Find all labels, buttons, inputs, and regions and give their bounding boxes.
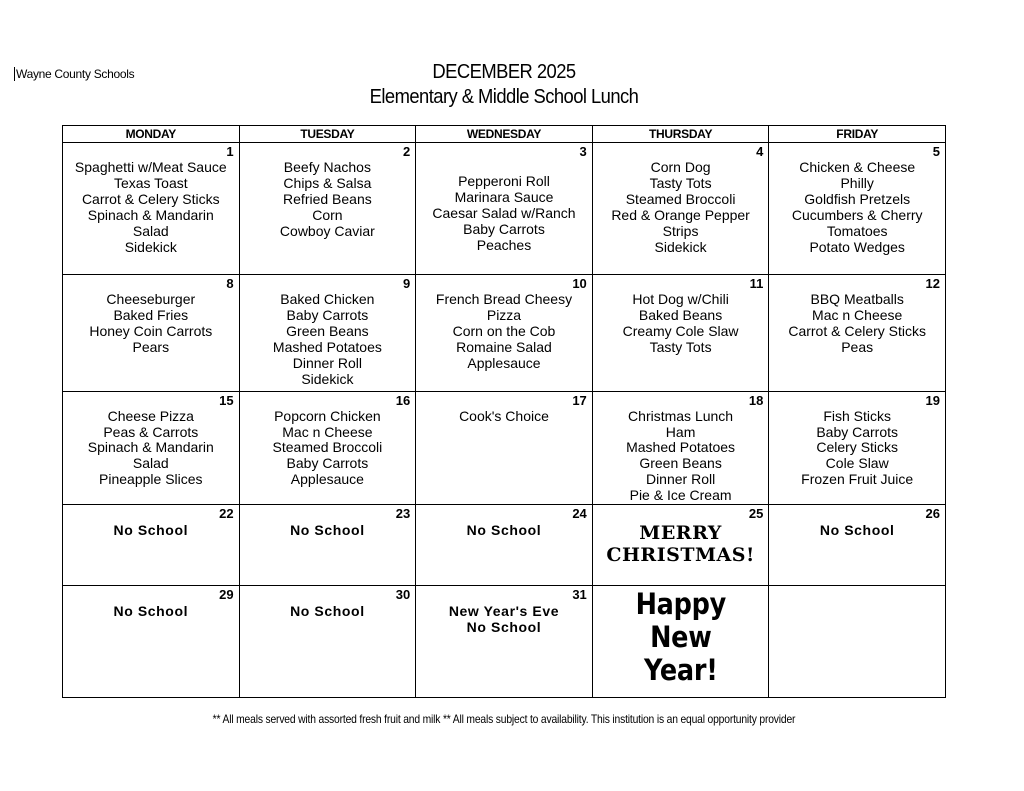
greeting-line: MERRY	[639, 522, 722, 545]
menu-item: Steamed Broccoli	[272, 439, 383, 456]
menu-item: Applesauce	[467, 354, 541, 371]
date-number: 1	[226, 144, 234, 159]
week-row	[63, 391, 946, 505]
menu-item: Cole Slaw	[825, 455, 889, 472]
day-cell	[239, 391, 416, 505]
menu-item: Sidekick	[301, 370, 354, 387]
menu-item: Frozen Fruit Juice	[801, 471, 914, 488]
date-number: 22	[219, 506, 234, 522]
menu-items	[416, 143, 592, 254]
no-school-note: No School	[819, 522, 895, 539]
day-cell	[416, 505, 593, 585]
menu-item: Refried Beans	[283, 190, 372, 207]
menu-item: Salad	[132, 455, 169, 472]
menu-items	[593, 275, 769, 356]
date-number: 25	[748, 506, 764, 522]
day-cell	[416, 391, 593, 505]
menu-item: Pears	[132, 339, 170, 356]
menu-item: Dinner Roll	[292, 354, 363, 371]
menu-items	[769, 143, 945, 255]
menu-item: Peaches	[476, 236, 532, 253]
menu-item: Romaine Salad	[456, 339, 552, 356]
menu-item: Creamy Cole Slaw	[622, 323, 739, 340]
menu-item: Peas & Carrots	[103, 423, 199, 440]
day-cell	[239, 585, 416, 697]
day-cell	[592, 143, 769, 275]
menu-item: Beefy Nachos	[283, 159, 371, 175]
menu-item: Cheese Pizza	[107, 407, 194, 424]
menu-item: Mashed Potatoes	[272, 339, 382, 356]
menu-items	[416, 392, 592, 425]
menu-item: Christmas Lunch	[628, 407, 734, 424]
menu-item: Cowboy Caviar	[279, 222, 375, 239]
day-cell	[416, 143, 593, 275]
menu-items	[416, 275, 592, 372]
weekday-header-row	[63, 126, 946, 143]
week-row	[63, 143, 946, 275]
day-cell	[592, 391, 769, 505]
menu-item: Strips	[662, 222, 699, 239]
weekday-header-tuesday: TUESDAY	[239, 126, 416, 143]
menu-item: Cucumbers & Cherry	[791, 206, 923, 223]
menu-items	[240, 275, 416, 387]
menu-item: Goldfish Pretzels	[804, 190, 911, 207]
menu-item: Spaghetti w/Meat Sauce	[74, 159, 227, 175]
menu-item: Baby Carrots	[286, 307, 369, 324]
day-cell	[416, 585, 593, 697]
menu-items	[593, 143, 769, 255]
date-number: 30	[395, 586, 411, 602]
note-line: New Year's Eve	[448, 602, 560, 619]
week-row	[63, 275, 946, 391]
greeting-line: Happy New	[635, 586, 726, 654]
menu-items	[769, 392, 945, 489]
menu-item: Corn	[312, 206, 343, 223]
menu-item: Pineapple Slices	[99, 471, 203, 488]
date-number: 9	[402, 276, 411, 292]
date-number: 11	[749, 276, 764, 292]
date-number: 24	[572, 506, 587, 522]
day-cell	[592, 505, 769, 585]
day-cell	[63, 505, 240, 585]
menu-items	[769, 275, 945, 356]
day-cell	[769, 391, 946, 505]
menu-item: Chips & Salsa	[283, 174, 372, 191]
date-number: 17	[572, 392, 587, 408]
weekday-header-wednesday: WEDNESDAY	[416, 126, 593, 143]
weekday-header-friday: FRIDAY	[769, 126, 946, 143]
menu-items	[240, 143, 416, 240]
menu-item: Carrot & Celery Sticks	[788, 323, 927, 340]
menu-item: Red & Orange Pepper	[611, 206, 750, 223]
menu-items	[63, 143, 239, 255]
menu-item: Cook's Choice	[459, 407, 549, 424]
menu-item: Spinach & Mandarin	[87, 439, 214, 456]
no-school-note: No School	[290, 522, 365, 539]
menu-item: Celery Sticks	[816, 439, 899, 456]
menu-item: Tasty Tots	[649, 174, 712, 191]
menu-item: Green Beans	[639, 455, 722, 472]
menu-item: Baby Carrots	[463, 220, 545, 237]
greeting-line: CHRISTMAS!	[606, 544, 755, 567]
menu-item: Tasty Tots	[649, 339, 712, 356]
page-title: DECEMBER 2025	[432, 61, 576, 83]
day-cell	[592, 275, 769, 391]
date-number: 18	[748, 392, 764, 408]
date-number: 12	[925, 276, 940, 292]
weekday-header-thursday: THURSDAY	[592, 126, 769, 143]
menu-item: Chicken & Cheese	[799, 159, 916, 175]
no-school-note: No School	[113, 602, 189, 619]
menu-item: Cheeseburger	[106, 291, 196, 308]
menu-item: Corn Dog	[650, 159, 711, 175]
menu-items	[63, 275, 239, 356]
date-number: 8	[226, 276, 234, 292]
menu-item: Baby Carrots	[816, 423, 899, 440]
menu-item: Corn on the Cob	[452, 323, 556, 340]
menu-item: French Bread Cheesy	[435, 291, 573, 308]
menu-item: Pepperoni Roll	[458, 173, 550, 189]
menu-item: Popcorn Chicken	[274, 407, 381, 424]
menu-item: Salad	[132, 222, 169, 239]
menu-item: Tomatoes	[826, 222, 888, 239]
week-row	[63, 505, 946, 585]
menu-item: Texas Toast	[113, 174, 188, 191]
menu-item: Sidekick	[654, 238, 707, 255]
menu-item: Baked Beans	[638, 307, 723, 324]
day-cell	[63, 585, 240, 697]
menu-item: Mashed Potatoes	[626, 439, 736, 456]
menu-item: Spinach & Mandarin	[87, 206, 214, 223]
merry-christmas-greeting	[593, 505, 769, 566]
happy-new-year-greeting	[603, 586, 758, 687]
menu-item: Mac n Cheese	[282, 423, 373, 440]
menu-item: Caesar Salad w/Ranch	[432, 204, 576, 221]
footer-note: ** All meals served with assorted fresh fruit and milk ** All meals subject to availability. This institution is an equal opportunity provider	[212, 712, 796, 726]
menu-items	[593, 392, 769, 504]
menu-item: BBQ Meatballs	[810, 291, 904, 308]
menu-item: Baby Carrots	[286, 455, 369, 472]
day-cell	[239, 505, 416, 585]
day-cell	[63, 391, 240, 505]
date-number: 19	[925, 392, 940, 408]
day-cell	[63, 143, 240, 275]
menu-item: Green Beans	[286, 323, 369, 340]
date-number: 5	[932, 144, 940, 159]
menu-item: Carrot & Celery Sticks	[81, 190, 220, 207]
no-school-note: No School	[466, 522, 542, 539]
day-cell	[63, 275, 240, 391]
org-name: Wayne County Schools	[16, 67, 135, 81]
no-school-note: No School	[290, 602, 365, 619]
date-number: 2	[402, 144, 411, 159]
date-number: 31	[572, 586, 587, 602]
menu-item: Applesauce	[290, 471, 364, 488]
menu-items	[240, 392, 416, 489]
no-school-note: No School	[113, 522, 189, 539]
menu-calendar	[62, 125, 946, 698]
menu-item: Baked Fries	[113, 307, 189, 324]
day-cell	[769, 275, 946, 391]
date-number: 23	[395, 506, 411, 522]
new-years-eve-note	[416, 586, 592, 635]
day-cell	[239, 275, 416, 391]
menu-item: Pizza	[486, 307, 522, 324]
menu-item: Mac n Cheese	[812, 307, 903, 324]
menu-item: Sidekick	[124, 238, 177, 255]
week-row	[63, 585, 946, 697]
menu-item: Hot Dog w/Chili	[632, 291, 729, 308]
day-cell	[769, 143, 946, 275]
date-number: 15	[219, 392, 234, 408]
menu-item: Ham	[665, 423, 696, 440]
menu-items	[63, 392, 239, 489]
page-subtitle: Elementary & Middle School Lunch	[369, 86, 639, 108]
weekday-header-monday: MONDAY	[63, 126, 240, 143]
day-cell	[592, 585, 769, 697]
menu-item: Steamed Broccoli	[625, 190, 736, 207]
date-number: 29	[219, 586, 234, 602]
menu-item: Pie & Ice Cream	[629, 487, 732, 504]
date-number: 26	[925, 506, 940, 522]
note-line: No School	[466, 618, 542, 635]
menu-item: Fish Sticks	[823, 407, 892, 424]
menu-item: Honey Coin Carrots	[89, 323, 213, 340]
empty-day-cell	[769, 585, 946, 697]
menu-item: Baked Chicken	[280, 291, 375, 308]
date-number: 4	[756, 144, 764, 159]
day-cell	[239, 143, 416, 275]
day-cell	[416, 275, 593, 391]
menu-item: Peas	[841, 339, 874, 356]
menu-item: Philly	[840, 174, 874, 191]
date-number: 16	[395, 392, 411, 408]
date-number: 3	[579, 144, 587, 159]
day-cell	[769, 505, 946, 585]
menu-item: Marinara Sauce	[454, 188, 554, 205]
menu-item: Potato Wedges	[809, 238, 905, 255]
date-number: 10	[572, 276, 587, 292]
menu-item: Dinner Roll	[645, 471, 716, 488]
greeting-line: Year!	[643, 652, 718, 687]
